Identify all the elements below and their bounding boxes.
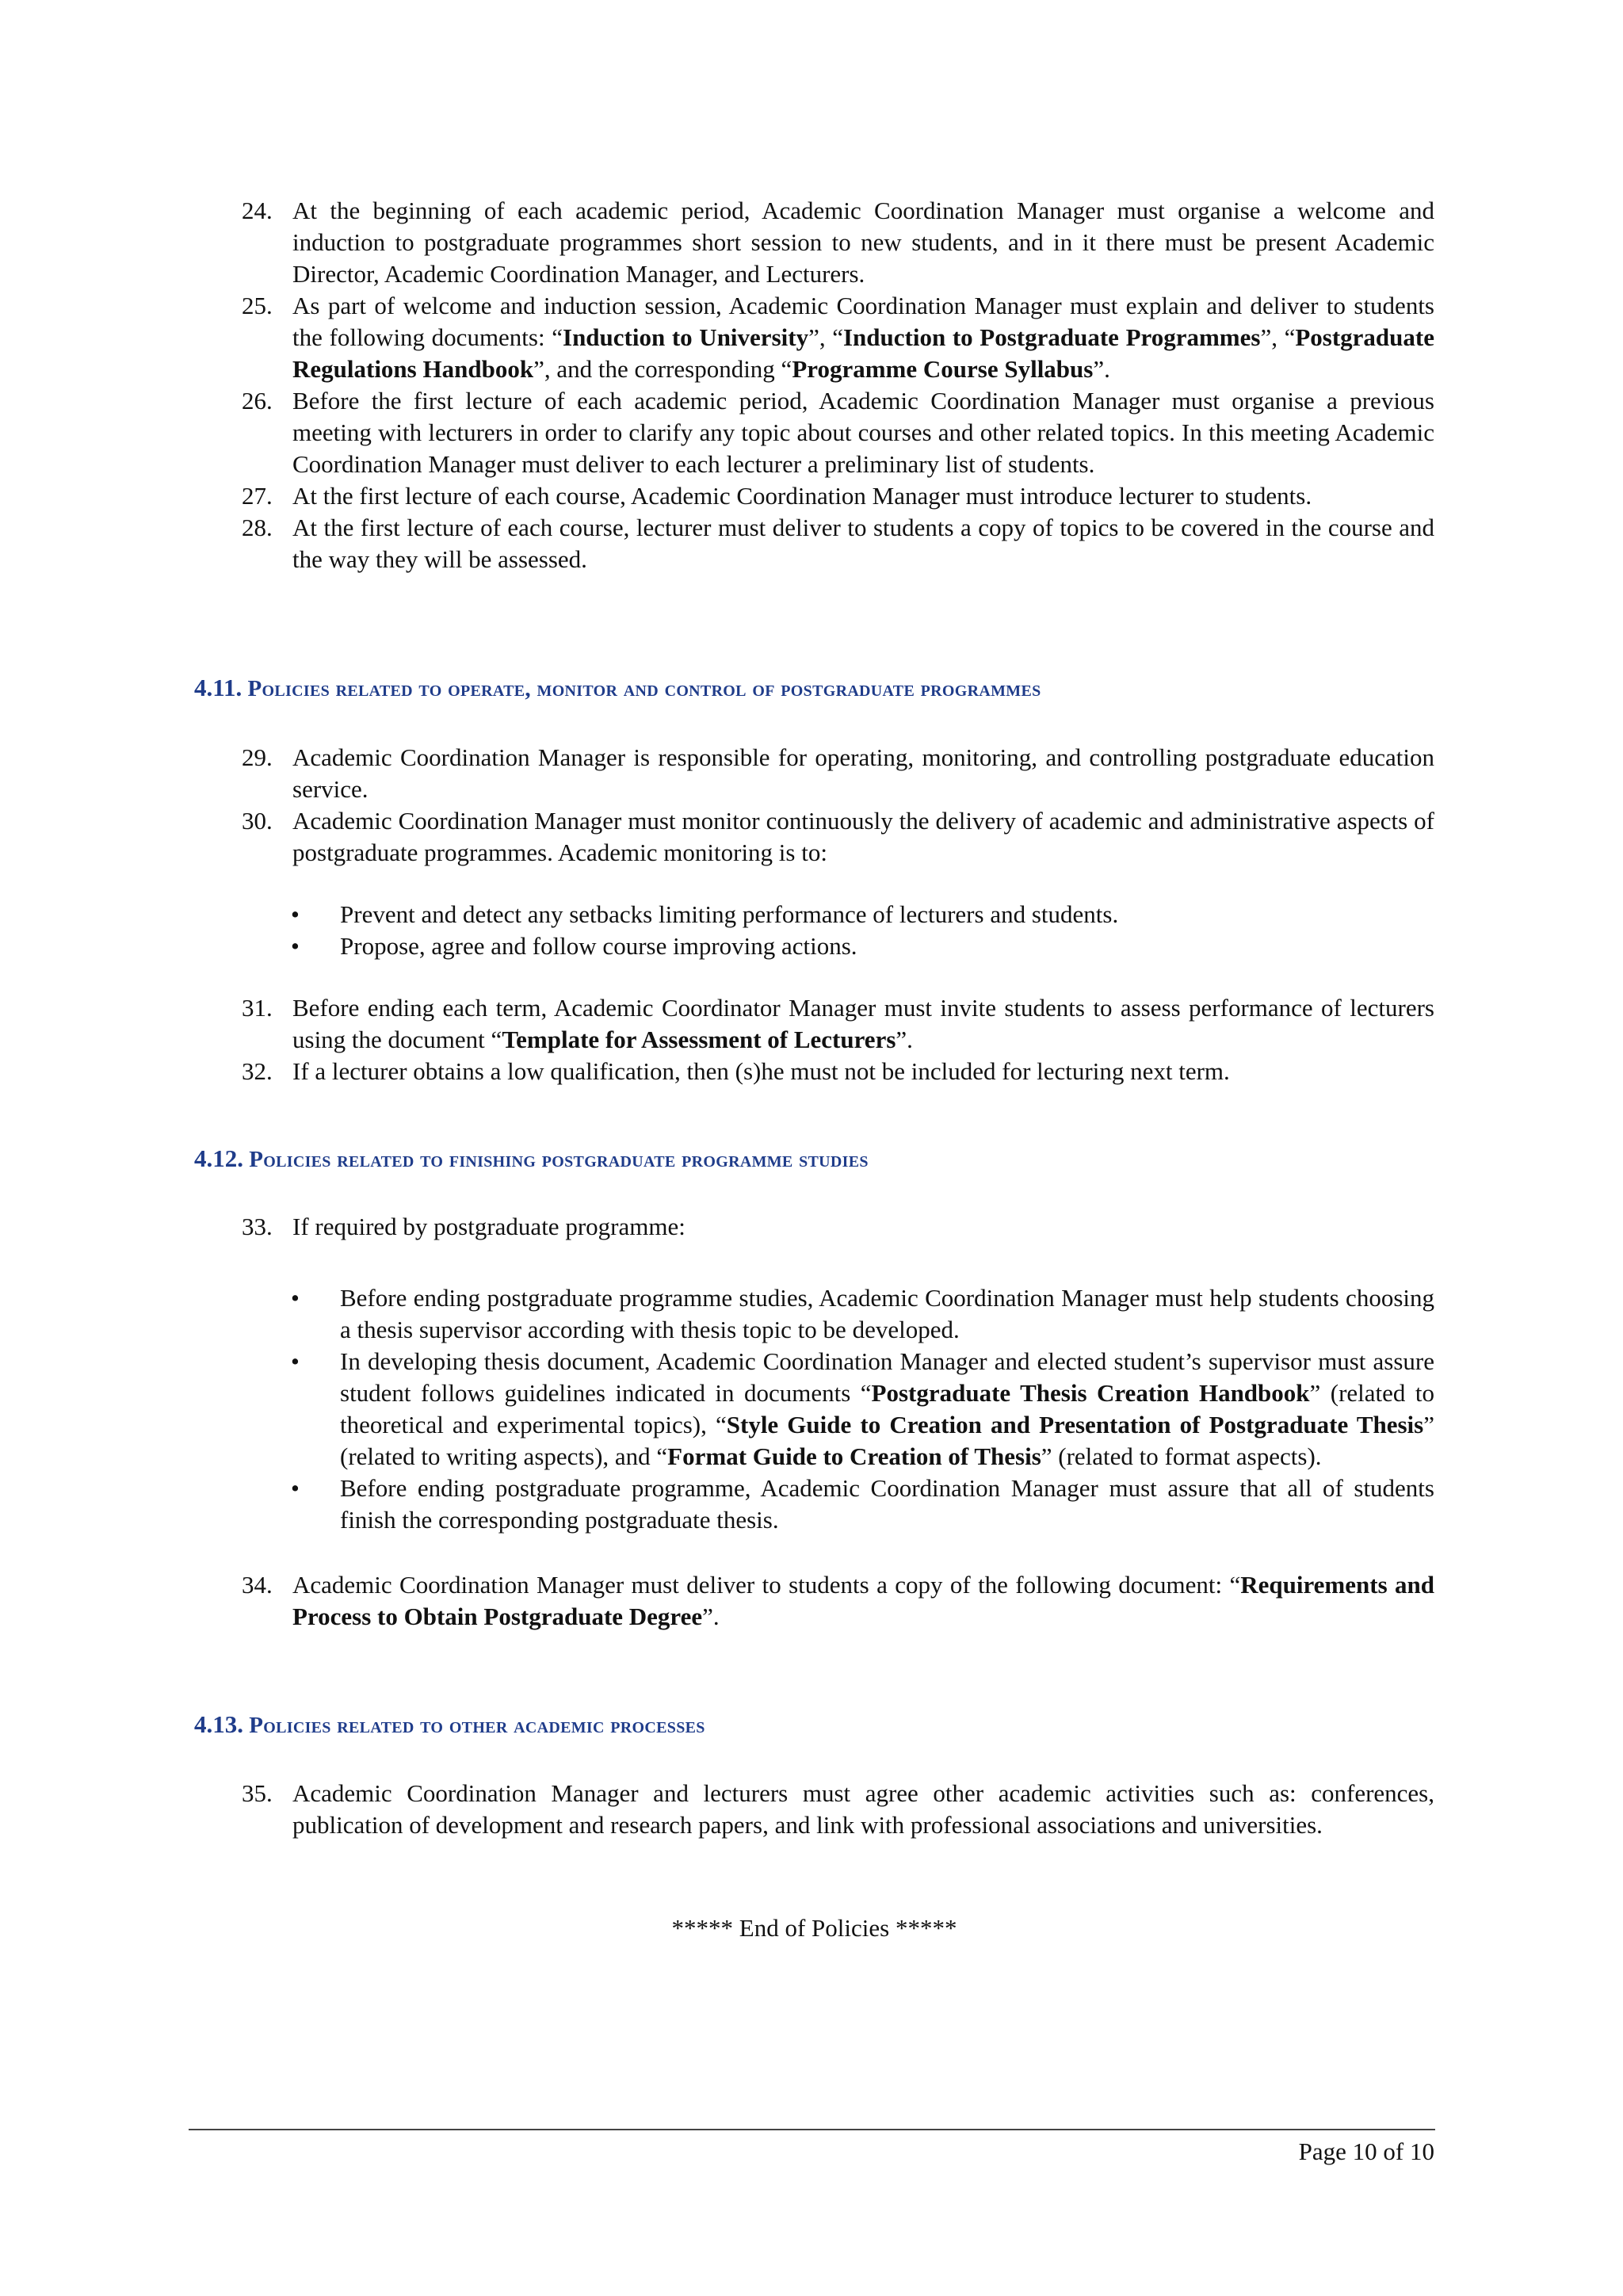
item-text <box>292 807 1434 866</box>
section-number: 4.13. <box>194 1710 243 1738</box>
text-run: ”, and the corresponding “ <box>533 355 792 383</box>
bullet-icon: • <box>291 900 300 928</box>
bullet-list <box>194 899 1434 962</box>
item-text <box>292 514 1434 573</box>
item-number: 28. <box>242 514 273 541</box>
text-run: ” (related to writing aspects), and “ <box>340 1411 1434 1470</box>
document-title-ref: Induction to University <box>563 323 809 351</box>
text-run: Before the first lecture of each academic period, Academic Coordination Manager must organise a previous meeting with lecturers in order to clarify any topic about courses and other related topics. In this meeting Academic Coordination Manager must deliver to each lecturer a preliminary list of students. <box>292 387 1434 478</box>
text-run: ” (related to theoretical and experimental topics), “ <box>340 1379 1434 1438</box>
text-run: In developing thesis document, Academic Coordination Manager and elected student’s supervisor must assure student follows guidelines indicated in documents “ <box>340 1347 1434 1407</box>
item-text <box>340 1284 1434 1343</box>
item-number: 30. <box>242 807 273 835</box>
text-run: At the beginning of each academic period, Academic Coordination Manager must organise a welcome and induction to postgraduate programmes short session to new students, and in it there must be present Academic Director, Academic Coordination Manager, and Lecturers. <box>292 197 1434 288</box>
item-number: 32. <box>242 1057 273 1085</box>
section-heading-4-13 <box>194 1711 1434 1739</box>
text-run: Academic Coordination Manager must monitor continuously the delivery of academic and administrative aspects of postgraduate programmes. Academic monitoring is to: <box>292 807 1434 866</box>
text-run: At the first lecture of each course, lecturer must deliver to students a copy of topics to be covered in the course and the way they will be assessed. <box>292 514 1434 573</box>
numbered-policy-item <box>194 385 1434 480</box>
text-run: ” (related to format aspects). <box>1041 1442 1322 1470</box>
item-text <box>340 1347 1434 1470</box>
numbered-policy-item <box>194 480 1434 512</box>
item-number: 31. <box>242 994 273 1022</box>
document-title-ref: Requirements and Process to Obtain Postgraduate Degree <box>292 1571 1434 1630</box>
end-of-policies: ***** End of Policies ***** <box>671 1914 957 1942</box>
text-run: If required by postgraduate programme: <box>292 1213 685 1240</box>
numbered-list <box>194 742 1434 869</box>
item-text <box>292 387 1434 478</box>
policy-list-monitor <box>194 742 1434 1087</box>
document-title-ref: Template for Assessment of Lecturers <box>502 1026 896 1053</box>
section-title: Policies related to finishing postgraduate programme studies <box>249 1147 869 1172</box>
item-number: 26. <box>242 387 273 415</box>
policy-list-intro <box>194 195 1434 575</box>
section-title: Policies related to other academic processes <box>249 1713 705 1738</box>
numbered-policy-item <box>194 195 1434 290</box>
text-run: ”, “ <box>1260 323 1296 351</box>
text-run: Before ending each term, Academic Coordinator Manager must invite students to assess performance of lecturers using the document “ <box>292 994 1434 1053</box>
item-text <box>340 900 1118 928</box>
bullet-icon: • <box>291 1347 300 1375</box>
text-run: Academic Coordination Manager is responsible for operating, monitoring, and controlling postgraduate education service. <box>292 743 1434 803</box>
item-text <box>292 1779 1434 1839</box>
text-run: Before ending postgraduate programme studies, Academic Coordination Manager must help students choosing a thesis supervisor according with thesis topic to be developed. <box>340 1284 1434 1343</box>
numbered-list <box>194 992 1434 1087</box>
bullet-item <box>194 1282 1434 1346</box>
policy-list-finishing <box>194 1211 1434 1633</box>
item-text <box>340 1474 1434 1534</box>
bullet-icon: • <box>291 932 300 960</box>
text-run: ”. <box>702 1603 720 1630</box>
item-text <box>292 1213 685 1240</box>
section-heading-4-11 <box>194 674 1434 702</box>
numbered-policy-item <box>194 805 1434 869</box>
text-run: ”. <box>896 1026 913 1053</box>
item-text <box>292 292 1434 383</box>
bullet-item <box>194 899 1434 930</box>
text-run: Propose, agree and follow course improving actions. <box>340 932 857 960</box>
numbered-policy-item <box>194 992 1434 1056</box>
item-number: 29. <box>242 743 273 771</box>
numbered-policy-item <box>194 1778 1434 1841</box>
numbered-list <box>194 1211 1434 1243</box>
item-text <box>292 1571 1434 1630</box>
item-number: 34. <box>242 1571 273 1599</box>
item-number: 27. <box>242 482 273 510</box>
text-run: Prevent and detect any setbacks limiting performance of lecturers and students. <box>340 900 1119 928</box>
bullet-item <box>194 1346 1434 1473</box>
item-text <box>292 197 1434 288</box>
text-run: At the first lecture of each course, Academic Coordination Manager must introduce lecturer to students. <box>292 482 1312 510</box>
document-title-ref: Format Guide to Creation of Thesis <box>667 1442 1041 1470</box>
bullet-icon: • <box>291 1474 300 1502</box>
document-title-ref: Postgraduate Thesis Creation Handbook <box>871 1379 1310 1407</box>
bullet-icon: • <box>291 1284 300 1312</box>
document-title-ref: Induction to Postgraduate Programmes <box>842 323 1261 351</box>
text-run: ”, “ <box>808 323 843 351</box>
item-text <box>340 932 857 960</box>
numbered-policy-item <box>194 512 1434 575</box>
document-title-ref: Postgraduate Regulations Handbook <box>292 323 1434 383</box>
text-run: As part of welcome and induction session, Academic Coordination Manager must explain and deliver to students the following documents: “ <box>292 292 1434 351</box>
item-number: 25. <box>242 292 273 319</box>
text-run: Academic Coordination Manager must deliver to students a copy of the following document: “ <box>292 1571 1241 1599</box>
text-run: ”. <box>1093 355 1110 383</box>
numbered-policy-item <box>194 1056 1434 1087</box>
item-text <box>292 743 1434 803</box>
page-number: Page 10 of 10 <box>1298 2137 1434 2165</box>
item-number: 24. <box>242 197 273 224</box>
item-text <box>292 482 1312 510</box>
numbered-policy-item <box>194 1569 1434 1633</box>
text-run: If a lecturer obtains a low qualification, then (s)he must not be included for lecturing next term. <box>292 1057 1230 1085</box>
section-title: Policies related to operate, monitor and control of postgraduate programmes <box>247 676 1041 701</box>
item-text <box>292 1057 1230 1085</box>
numbered-policy-item <box>194 742 1434 805</box>
document-title-ref: Style Guide to Creation and Presentation of Postgraduate Thesis <box>726 1411 1424 1438</box>
numbered-policy-item <box>194 1211 1434 1243</box>
section-heading-4-12 <box>194 1145 1434 1173</box>
section-number: 4.11. <box>194 674 242 701</box>
item-number: 33. <box>242 1213 273 1240</box>
section-number: 4.12. <box>194 1144 243 1172</box>
policy-list-other <box>194 1778 1434 1841</box>
document-title-ref: Programme Course Syllabus <box>792 355 1094 383</box>
text-run: Academic Coordination Manager and lecturers must agree other academic activities such as: conferences, publication of development and research papers, and link with professional associations and universities. <box>292 1779 1434 1839</box>
bullet-item <box>194 1473 1434 1536</box>
bullet-item <box>194 930 1434 962</box>
bullet-list <box>194 1282 1434 1536</box>
item-text <box>292 994 1434 1053</box>
footer-divider <box>189 2129 1435 2130</box>
item-number: 35. <box>242 1779 273 1807</box>
numbered-policy-item <box>194 290 1434 385</box>
text-run: Before ending postgraduate programme, Academic Coordination Manager must assure that all of students finish the corresponding postgraduate thesis. <box>340 1474 1434 1534</box>
numbered-list <box>194 1569 1434 1633</box>
